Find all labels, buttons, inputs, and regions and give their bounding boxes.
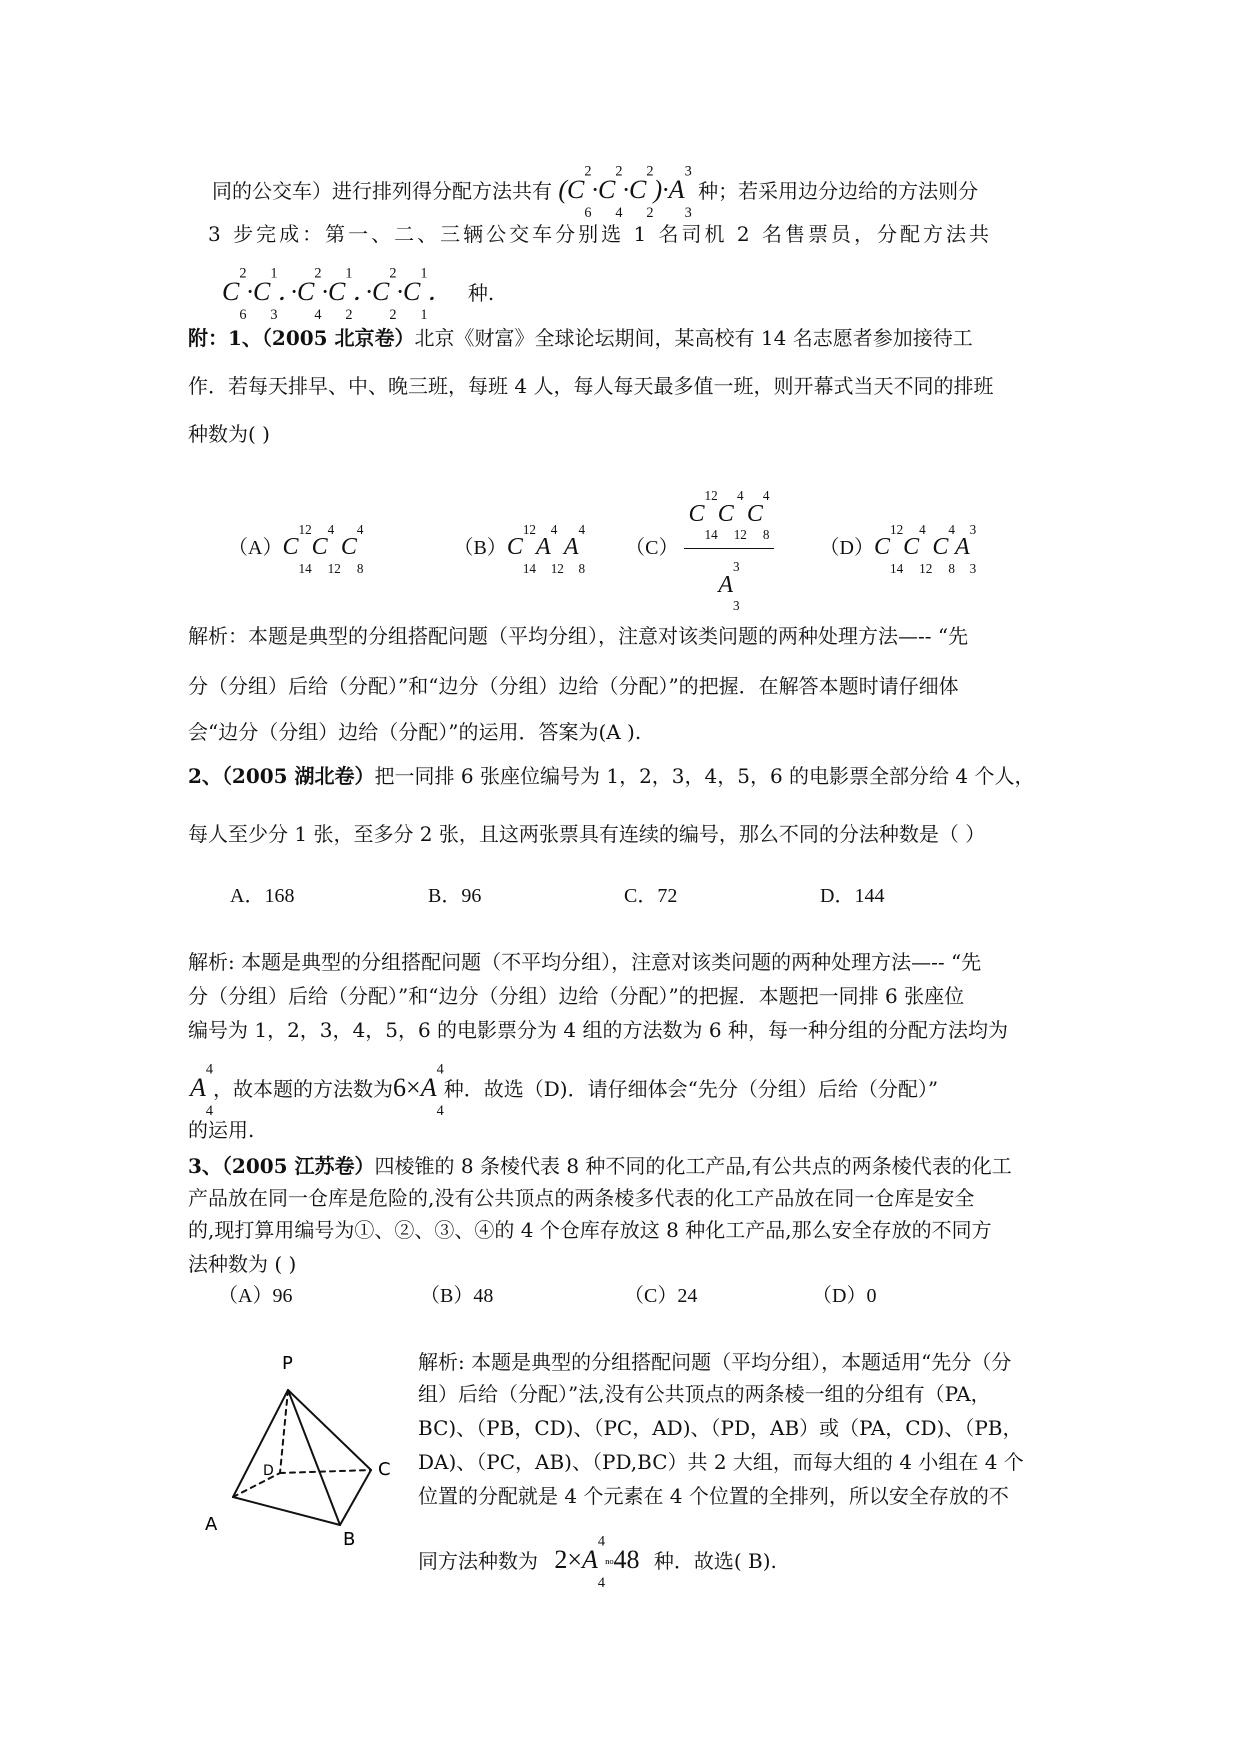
q2-analysis-2 <box>188 982 964 1010</box>
q3-line-3 <box>188 1216 992 1244</box>
q1-text: 作．若每天排早、中、晚三班，每班 4 人，每人每天最多值一班，则开幕式当天不同的排班 <box>188 374 994 398</box>
edge-ab <box>233 1497 340 1525</box>
q1-analysis-3 <box>188 718 641 746</box>
formula-2xa44: $2\times A^4$ $_4$ⁿᵒ48 <box>554 1533 640 1592</box>
q3-analysis-text: 解析: 本题是典型的分组搭配问题（平均分组），本题适用“先分（分 <box>418 1350 1012 1374</box>
vertex-label-b: B <box>343 1529 356 1550</box>
q3-analysis-5 <box>418 1482 1009 1510</box>
q2-label: 2、（2005 湖北卷） <box>188 764 375 788</box>
vertex-label-d: D <box>263 1463 274 1479</box>
q2-analysis-text: 编号为 1，2，3，4，5，6 的电影票分为 4 组的方法数为 6 种，每一种分组的分配方法均为 <box>188 1018 1008 1042</box>
pyramid-figure <box>195 1345 395 1550</box>
q1-option-d: （D） <box>819 537 874 560</box>
q1-text: 种数为( ) <box>188 422 270 446</box>
q3-analysis-text: 种．故选( B). <box>653 1549 777 1574</box>
intro-line-3 <box>222 266 494 322</box>
q3-analysis-4 <box>418 1448 1024 1476</box>
q2-line-1 <box>188 762 1035 790</box>
q2-option-a: A．168 <box>230 885 295 907</box>
q2-analysis-text: 解析: 本题是典型的分组搭配问题（不平均分组），注意对该类问题的两种处理方法—-- “先 <box>188 950 982 974</box>
intro-text: 种；若采用边分边给的方法则分 <box>698 179 979 204</box>
q3-analysis-text: 组）后给（分配）”法,没有公共顶点的两条棱一组的分组有（PA， <box>418 1382 991 1406</box>
q1-line-1 <box>188 324 973 352</box>
q1-options <box>228 484 976 615</box>
vertex-label-c: C <box>378 1459 391 1480</box>
q2-analysis-text: ，故本题的方法数为 <box>213 1077 394 1102</box>
q1-line-3 <box>188 420 270 448</box>
q3-analysis-text: 同方法种数为 <box>418 1549 538 1574</box>
q3-text: 四棱锥的 8 条棱代表 8 种不同的化工产品,有公共点的两条棱代表的化工 <box>374 1154 1012 1178</box>
intro-text: 同的公交车）进行排列得分配方法共有 <box>212 179 552 204</box>
q1-analysis-text: 会“边分（分组）边给（分配）”的运用．答案为(A ). <box>188 720 642 744</box>
intro-text: 种. <box>467 281 495 306</box>
q3-option-c: （C）24 <box>624 1285 698 1307</box>
edge-pa <box>233 1390 288 1497</box>
q3-text: 的,现打算用编号为①、②、③、④的 4 个仓库存放这 8 种化工产品,那么安全存放的不同方 <box>188 1218 992 1242</box>
q3-option-a: （A）96 <box>218 1285 293 1307</box>
q3-analysis-text: BC)、（PB，CD)、（PC，AD)、（PD，AB）或（PA，CD)、（PB， <box>418 1416 1023 1440</box>
q1-option-a: （A） <box>228 537 283 560</box>
q1-text: 北京《财富》全球论坛期间，某高校有 14 名志愿者参加接待工 <box>414 326 973 350</box>
q2-analysis-text: 的运用. <box>188 1118 255 1142</box>
q3-analysis-text: DA)、（PC，AB)、（PD,BC）共 2 大组，而每大组的 4 小组在 4 个 <box>418 1450 1024 1474</box>
q2-line-2 <box>188 820 985 848</box>
q1-analysis-text: 解析：本题是典型的分组搭配问题（平均分组），注意对该类问题的两种处理方法—-- “先 <box>188 624 969 648</box>
q3-text: 产品放在同一仓库是危险的,没有公共顶点的两条棱多代表的化工产品放在同一仓库是安全 <box>188 1186 975 1210</box>
q2-options <box>230 882 884 910</box>
edge-bc <box>340 1470 371 1525</box>
q2-analysis-3 <box>188 1016 1008 1044</box>
q2-analysis-text: 种．故选（D)．请仔细体会“先分（分组）后给（分配）” <box>443 1077 939 1102</box>
intro-text: 3 步完成：第一、二、三辆公交车分别选 1 名司机 2 名售票员，分配方法共 <box>208 222 992 246</box>
q2-analysis-1 <box>188 948 981 976</box>
q2-text: 每人至少分 1 张，至多分 2 张，且这两张票具有连续的编号，那么不同的分法种数是（ ） <box>188 822 986 846</box>
q3-option-d: （D）0 <box>812 1285 877 1307</box>
q3-analysis-1 <box>418 1348 1011 1376</box>
q1-option-d-formula: $C^{12}$ $_{14}C^4$ $_{12}C^4$ $_8A^3$ $_3$ <box>873 521 977 576</box>
q2-text: 把一同排 6 张座位编号为 1，2，3，4，5，6 的电影票全部分给 4 个人， <box>374 764 1035 788</box>
q3-option-b: （B）48 <box>420 1285 494 1307</box>
q3-analysis-6 <box>418 1534 777 1590</box>
intro-line-1 <box>212 164 978 220</box>
q3-analysis-3 <box>418 1414 1023 1442</box>
edge-dc <box>280 1470 371 1473</box>
q1-analysis-2 <box>188 672 959 700</box>
edge-pc <box>288 1390 371 1470</box>
q1-option-a-formula: $C^{12}$ $_{14}C^4$ $_{12}C^4$ $_8$ <box>282 521 364 576</box>
q2-option-b: B．96 <box>428 885 482 907</box>
q3-analysis-text: 位置的分配就是 4 个元素在 4 个位置的全排列，所以安全存放的不 <box>418 1484 1009 1508</box>
q3-line-4 <box>188 1250 296 1278</box>
q3-analysis-2 <box>418 1380 991 1408</box>
q2-option-d: D．144 <box>820 885 885 907</box>
q1-analysis-1 <box>188 622 968 650</box>
q3-label: 3、（2005 江苏卷） <box>188 1154 375 1178</box>
q2-analysis-text: 分（分组）后给（分配）”和“边分（分组）边给（分配）”的把握．本题把一同排 6 张座位 <box>188 984 965 1008</box>
q2-analysis-5 <box>188 1116 254 1144</box>
formula-intro-1: ($C^2$ $_6\cdot C^2$ $_4\cdot C^2$ $_2)\cdot A^3$ $_3$ <box>558 163 692 222</box>
q3-line-1 <box>188 1152 1012 1180</box>
formula-a44: $A^4$ $_4$ <box>190 1061 214 1120</box>
q2-option-c: C．72 <box>624 885 678 907</box>
q1-line-2 <box>188 372 993 400</box>
q1-option-c-formula: $C^{12}$ $_{14}C^4$ $_{12}C^4$ $_8$ $A^3$ $_3$ <box>684 484 773 615</box>
q2-analysis-4 <box>190 1062 938 1118</box>
q1-option-c: （C） <box>625 537 679 560</box>
q1-option-b-formula: $C^{12}$ $_{14}A^4$ $_{12}A^4$ $_8$ <box>506 521 586 576</box>
q3-options <box>218 1282 876 1310</box>
q1-analysis-text: 分（分组）后给（分配）”和“边分（分组）边给（分配）”的把握．在解答本题时请仔细体 <box>188 674 959 698</box>
q3-line-2 <box>188 1184 974 1212</box>
formula-6xa44: $6\times A^4$ $_4$ <box>393 1061 444 1120</box>
edge-pb <box>288 1390 340 1525</box>
intro-line-2 <box>208 220 992 248</box>
q1-option-b: （B） <box>453 537 507 560</box>
formula-intro-2: $C^2$ $_6\cdot C^1$ $_3$．$\cdot C^2$ $_4\cdot C^1$ $_2$．$\cdot C^2$ $_2\cdot C^1$ $_1$． <box>222 265 454 324</box>
vertex-label-p: P <box>282 1353 293 1374</box>
q1-label: 附：1、（2005 北京卷） <box>188 326 415 350</box>
q3-text: 法种数为 ( ) <box>188 1252 297 1276</box>
vertex-label-a: A <box>205 1514 218 1535</box>
